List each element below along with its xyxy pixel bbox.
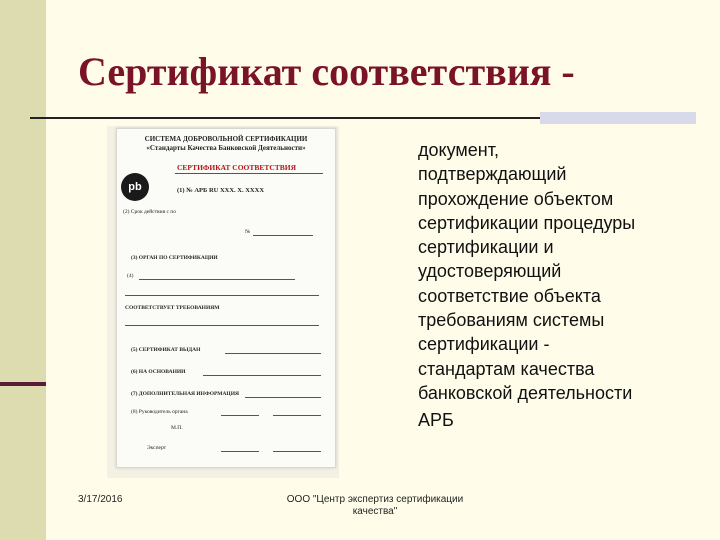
definition-text: документ, подтверждающий прохождение объектом сертификации процедуры сертификации и удостоверяющий соответствие объекта требованиям системы сертификации - стандартам качества банковской деятельности [418, 140, 636, 403]
cert-row-head: (8) Руководитель органа [131, 409, 188, 415]
footer-date: 3/17/2016 [78, 494, 123, 505]
cert-row-info: (7) ДОПОЛНИТЕЛЬНАЯ ИНФОРМАЦИЯ [131, 391, 239, 397]
title-accent-block [540, 112, 696, 124]
cert-row-reg: № [245, 229, 251, 235]
cert-stamp-place: М.П. [171, 425, 183, 431]
cert-row-body: (3) ОРГАН ПО СЕРТИФИКАЦИИ [131, 255, 218, 261]
certificate-image [116, 128, 336, 468]
cert-system-name: СИСТЕМА ДОБРОВОЛЬНОЙ СЕРТИФИКАЦИИ «Стандарты Качества Банковской Деятельности» [144, 135, 308, 152]
cert-row-expert: Эксперт [147, 445, 167, 451]
cert-number: (1) № АРБ RU XXX. X. XXXX [177, 187, 265, 194]
cert-row-validity: (2) Срок действия с по [123, 209, 176, 215]
cert-row-4: (4) [127, 273, 134, 279]
footer-organization: ООО "Центр экспертиз сертификации качества" [286, 494, 464, 517]
cert-row-basis: (6) НА ОСНОВАНИИ [131, 369, 186, 375]
cert-row-issued: (5) СЕРТИФИКАТ ВЫДАН [131, 347, 201, 353]
slide-title: Сертификат соответствия - [78, 49, 575, 94]
title-divider [30, 117, 540, 119]
left-decor-band [0, 0, 46, 540]
cert-logo: pb [121, 173, 149, 201]
left-accent-bar [0, 382, 46, 386]
cert-conforms: СООТВЕТСТВУЕТ ТРЕБОВАНИЯМ [125, 305, 220, 311]
definition-end: АРБ [418, 410, 454, 430]
cert-heading: СЕРТИФИКАТ СООТВЕТСТВИЯ [177, 163, 297, 172]
